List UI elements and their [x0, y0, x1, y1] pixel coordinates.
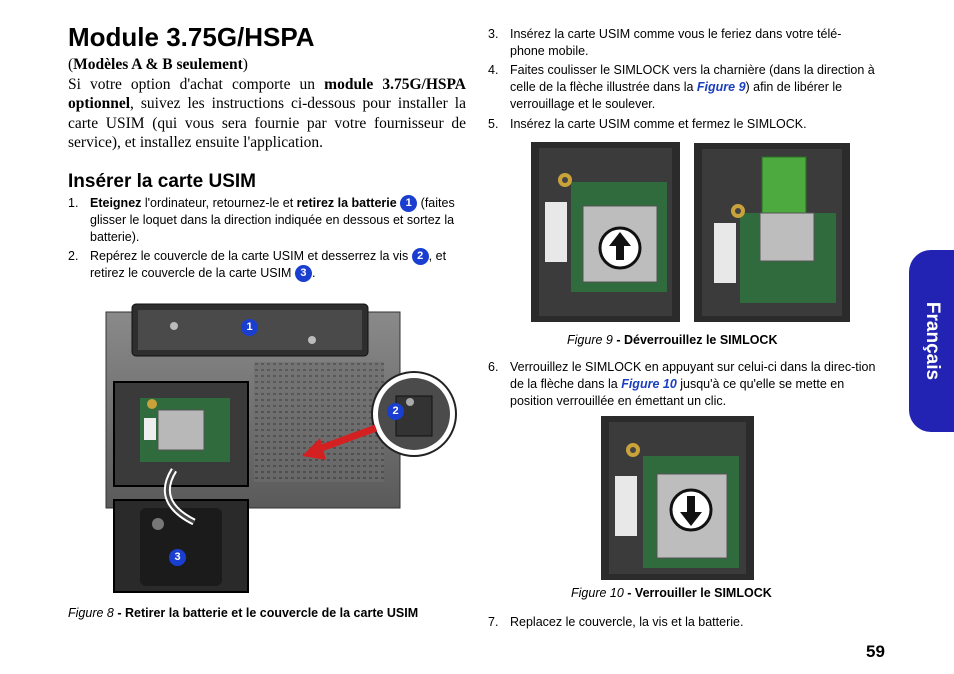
step-7: 7. Replacez le couvercle, la vis et la batterie.	[488, 615, 744, 629]
callout-badge-3: 3	[295, 265, 312, 282]
step-6: 6. Verrouillez le SIMLOCK en appuyant sur celui-ci dans la direc-tion de la flèche dans la Figure 10 jusqu'à ce qu'elle se mette en position verrouillée en émettant un clic.	[488, 360, 876, 408]
step-1: 1. Eteignez l'ordinateur, retournez-le et retirez la batterie 1 (faites glisser le loquet dans la direction indiquée en dessous et sortez la batterie).	[68, 196, 455, 245]
figure-10-link[interactable]: Figure 10	[621, 377, 677, 391]
language-tab-label: Français	[921, 301, 943, 381]
figure-8-callout-1: 1	[241, 319, 258, 336]
figure-10-caption: Figure 10 - Verrouiller le SIMLOCK	[571, 586, 772, 600]
section-title: Insérer la carte USIM	[68, 171, 256, 192]
step-5: 5. Insérez la carte USIM comme et fermez le SIMLOCK.	[488, 117, 807, 131]
callout-badge-1: 1	[400, 195, 417, 212]
step-2: 2. Repérez le couvercle de la carte USIM et desserrez la vis 2 , et retirez le couvercle de la carte USIM 3 .	[68, 248, 468, 284]
figure-10-image	[601, 416, 754, 580]
language-side-tab[interactable]	[909, 250, 954, 432]
figure-9-caption: Figure 9 - Déverrouillez le SIMLOCK	[567, 333, 778, 347]
figure-9-image-right	[694, 143, 850, 322]
callout-badge-2: 2	[412, 248, 429, 265]
figure-9-link[interactable]: Figure 9	[696, 80, 746, 94]
page-title: Module 3.75G/HSPA	[68, 22, 315, 52]
step-4: 4. Faites coulisser le SIMLOCK vers la charnière (dans la direction à celle de la flèche illustrée dans la Figure 9) afin de libérer le verrouillage et le soulever.	[488, 63, 875, 111]
figure-8-callout-3: 3	[169, 549, 186, 566]
figure-8-caption: Figure 8 - Retirer la batterie et le couvercle de la carte USIM	[68, 606, 419, 620]
intro-paragraph: (Modèles A & B seulement) Si votre option d'achat comporte un module 3.75G/HSPA optionnel, suivez les instructions ci-dessous pour installer la carte USIM (qui vous sera fournie par votre fournisseur de service), et installez ensuite l'application.	[68, 56, 467, 151]
figure-8-image	[104, 302, 460, 596]
models-note: (Modèles A & B seulement)	[68, 56, 248, 73]
step-3: 3. Insérez la carte USIM comme vous le feriez dans votre télé-phone mobile.	[488, 27, 842, 58]
figure-9-image-left	[531, 142, 680, 322]
page-number: 59	[866, 642, 885, 661]
figure-8-callout-2: 2	[387, 403, 404, 420]
